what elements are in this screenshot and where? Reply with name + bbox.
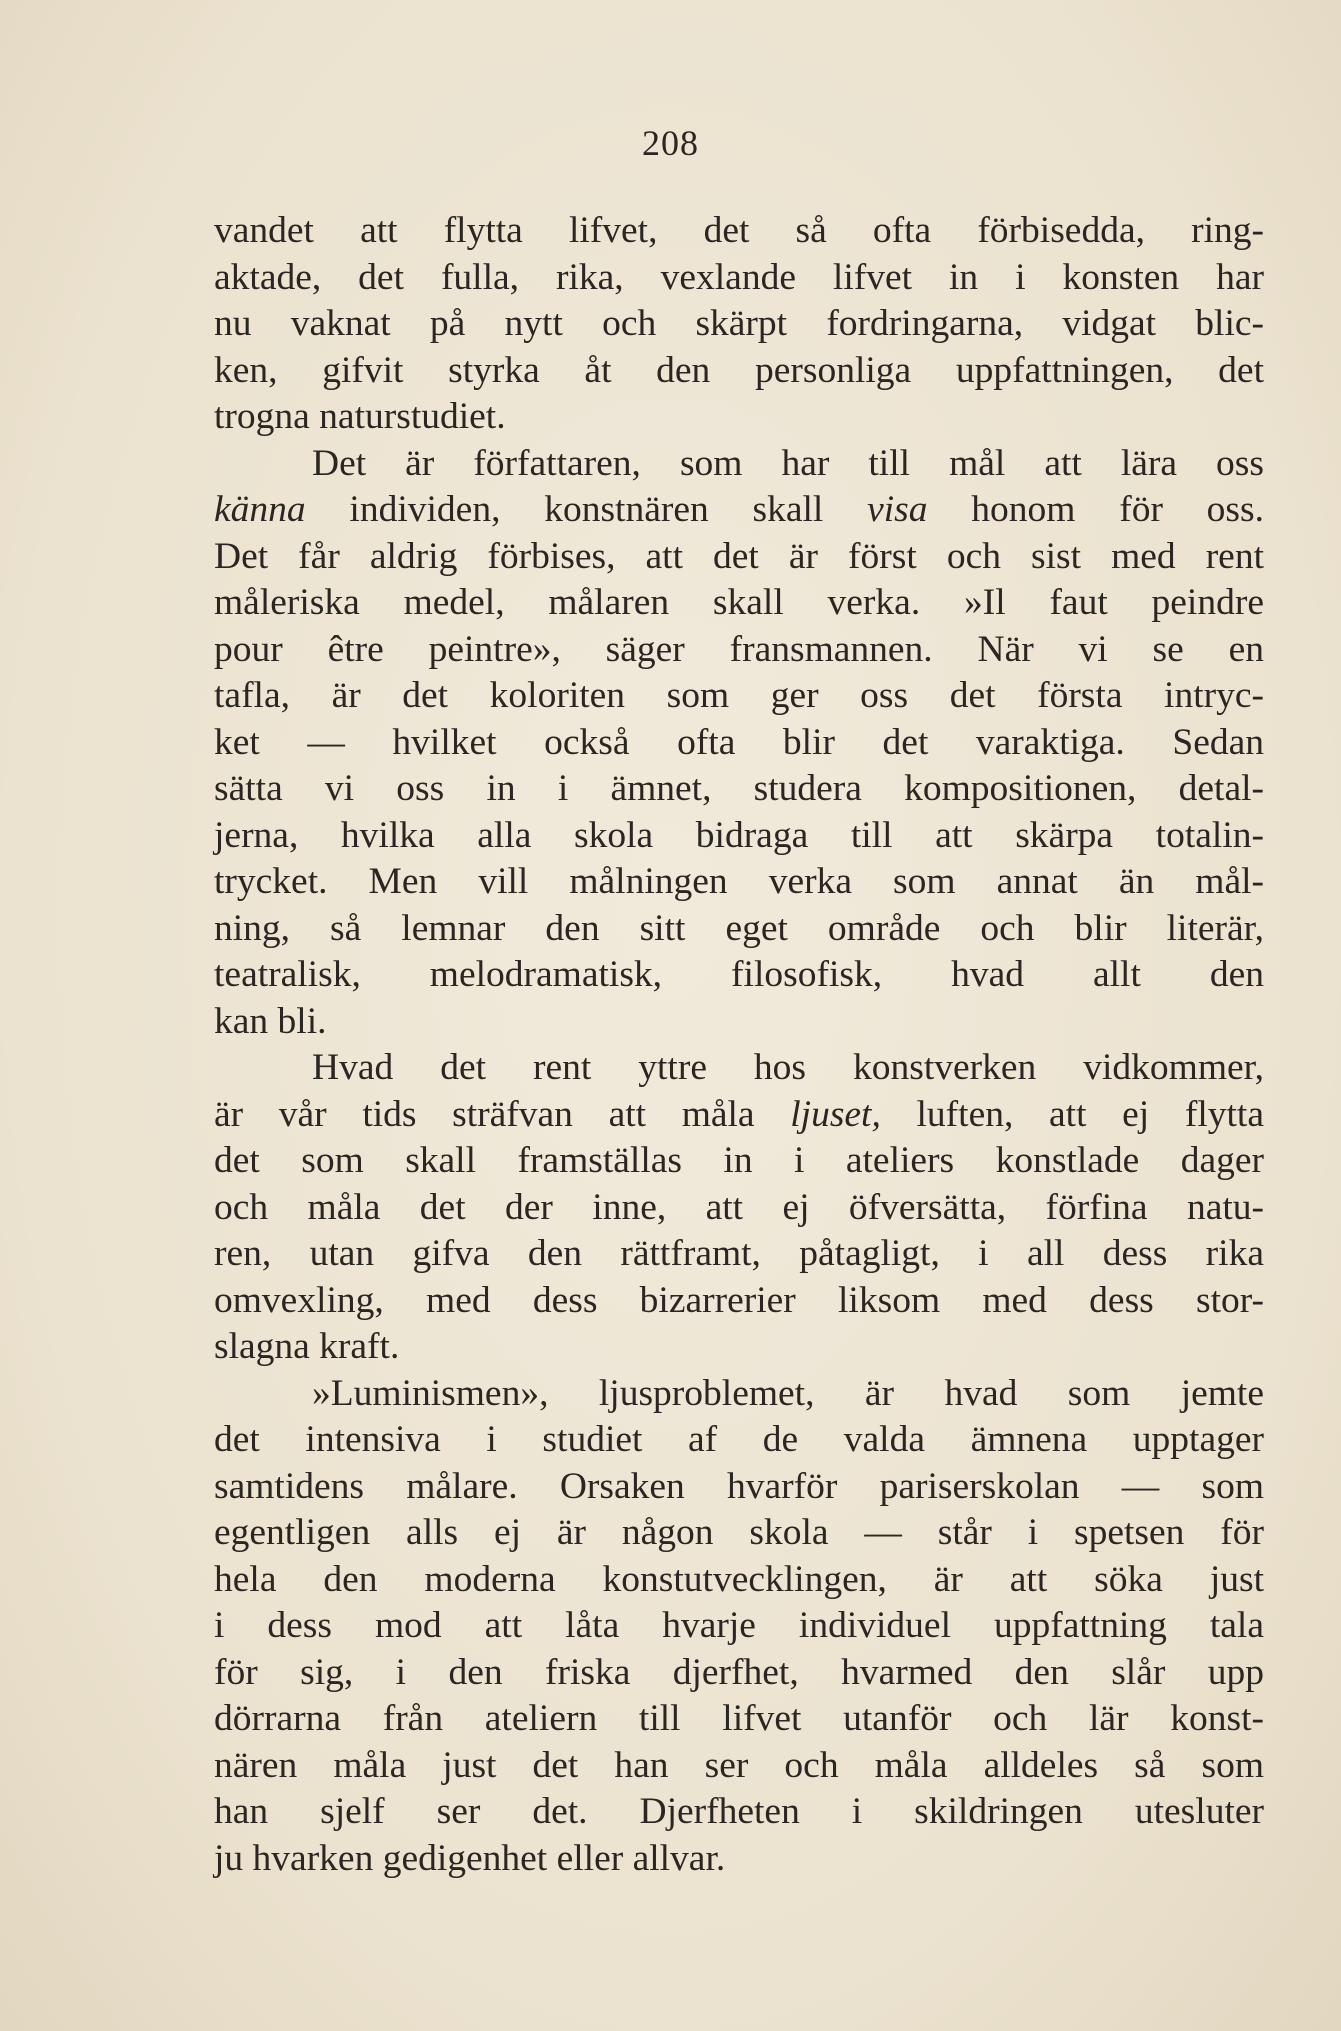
text-line: »Luminismen», ljusproblemet, är hvad som jemte <box>312 1372 1264 1414</box>
text-line: ket — hvilket också ofta blir det varaktiga. Sedan <box>214 721 1264 763</box>
text-line: tafla, är det koloriten som ger oss det första intryc- <box>214 675 1264 716</box>
body-text <box>214 208 1264 1882</box>
text-line: jerna, hvilka alla skola bidraga till att skärpa totalin- <box>214 814 1264 856</box>
text-line: omvexling, med dess bizarrerier liksom med dess stor- <box>214 1279 1264 1321</box>
text-line: sätta vi oss in i ämnet, studera kompositionen, detal- <box>214 768 1264 809</box>
page-number: 208 <box>642 123 699 163</box>
text-span: honom för oss. <box>927 489 1264 530</box>
text-line: Det är författaren, som har till mål att lära oss <box>312 442 1264 484</box>
text-line: hela den moderna konstutvecklingen, är att söka just <box>214 1558 1264 1600</box>
text-span: luften, att ej flytta <box>880 1093 1264 1135</box>
text-line: ren, utan gifva den rättframt, påtagligt, i all dess rika <box>214 1233 1264 1274</box>
italic-word: ljuset, <box>790 1093 881 1135</box>
text-line: trogna naturstudiet. <box>214 396 506 437</box>
text-line: det intensiva i studiet af de valda ämnena upptager <box>214 1419 1264 1460</box>
text-span: är vår tids sträfvan att måla <box>214 1093 791 1135</box>
text-line: samtidens målare. Orsaken hvarför pariserskolan — som <box>214 1465 1264 1507</box>
text-line: vandet att flytta lifvet, det så ofta förbisedda, ring- <box>214 210 1264 251</box>
text-line: Det får aldrig förbises, att det är först och sist med rent <box>214 535 1264 577</box>
text-line: trycket. Men vill målningen verka som annat än mål- <box>214 861 1264 902</box>
text-line: och måla det der inne, att ej öfversätta, förfina natu- <box>214 1186 1264 1228</box>
text-line: egentligen alls ej är någon skola — står i spetsen för <box>214 1512 1264 1553</box>
text-line: ning, så lemnar den sitt eget område och blir literär, <box>214 907 1264 949</box>
text-span: individen, konstnären skall <box>305 489 868 530</box>
text-line: dörrarna från ateliern till lifvet utanför och lär konst- <box>214 1698 1264 1739</box>
text-line: ju hvarken gedigenhet eller allvar. <box>214 1837 726 1879</box>
text-line: Hvad det rent yttre hos konstverken vidkommer, <box>312 1047 1264 1088</box>
text-line: för sig, i den friska djerfhet, hvarmed den slår upp <box>214 1651 1264 1693</box>
text-line: måleriska medel, målaren skall verka. »Il faut peindre <box>214 582 1264 623</box>
text-line: aktade, det fulla, rika, vexlande lifvet in i konsten har <box>214 256 1264 298</box>
text-line: kan bli. <box>214 1000 327 1042</box>
italic-word: känna <box>214 489 306 530</box>
italic-word: visa <box>867 489 928 530</box>
text-line: ken, gifvit styrka åt den personliga uppfattningen, det <box>214 349 1264 391</box>
text-line: slagna kraft. <box>214 1326 400 1367</box>
text-line <box>214 487 1264 534</box>
text-line: pour être peintre», säger fransmannen. När vi se en <box>214 628 1264 670</box>
text-line: nären måla just det han ser och måla alldeles så som <box>214 1744 1264 1786</box>
text-line <box>214 1092 1264 1139</box>
text-line: nu vaknat på nytt och skärpt fordringarna, vidgat blic- <box>214 303 1264 344</box>
text-line: han sjelf ser det. Djerfheten i skildringen utesluter <box>214 1791 1264 1832</box>
text-line: teatralisk, melodramatisk, filosofisk, hvad allt den <box>214 954 1264 995</box>
text-line: det som skall framställas in i ateliers konstlade dager <box>214 1140 1264 1181</box>
text-line: i dess mod att låta hvarje individuel uppfattning tala <box>214 1605 1264 1646</box>
